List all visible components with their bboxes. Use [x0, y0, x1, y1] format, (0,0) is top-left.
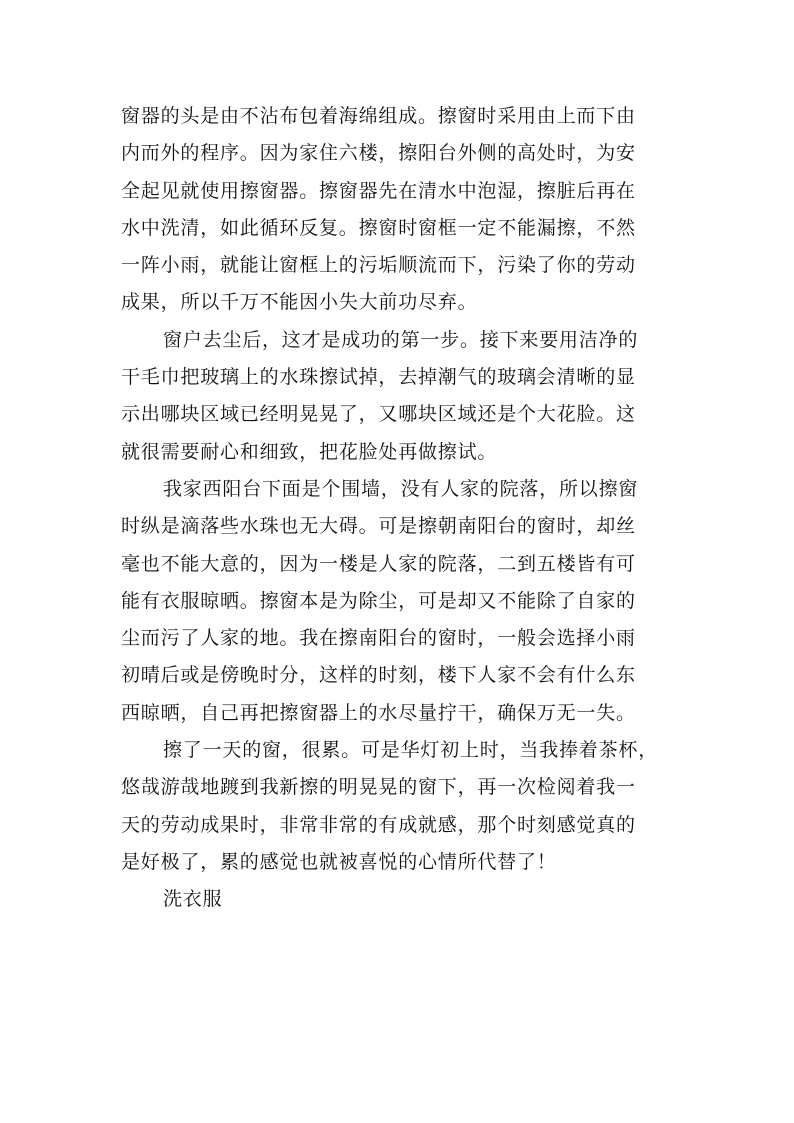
text-line: 水中洗清，如此循环反复。擦窗时窗框一定不能漏擦，不然: [121, 216, 636, 239]
text-line: 全起见就使用擦窗器。擦窗器先在清水中泡湿，擦脏后再在: [121, 179, 636, 202]
text-line: 能有衣服晾晒。擦窗本是为除尘，可是却又不能除了自家的: [121, 589, 636, 612]
text-line: 是好极了，累的感觉也就被喜悦的心情所代替了！: [121, 850, 557, 873]
text-line: 窗器的头是由不沾布包着海绵组成。擦窗时采用由上而下由: [121, 105, 636, 127]
text-line: 毫也不能大意的，因为一楼是人家的院落，二到五楼皆有可: [121, 552, 636, 575]
text-line: 成果，所以千万不能因小失大前功尽弃。: [121, 291, 478, 314]
paragraph-start-line: 我家西阳台下面是个围墙，没有人家的院落，所以擦窗: [163, 477, 639, 500]
text-line: 示出哪块区域已经明晃晃了，又哪块区域还是个大花脸。这: [121, 403, 636, 426]
paragraph-start-line: 擦了一天的窗，很累。可是华灯初上时，当我捧着茶杯，: [163, 739, 659, 762]
text-line: 内而外的程序。因为家住六楼，擦阳台外侧的高处时，为安: [121, 142, 636, 165]
text-line: 悠哉游哉地踱到我新擦的明晃晃的窗下，再一次检阅着我一: [121, 776, 636, 799]
text-line: 初晴后或是傍晚时分，这样的时刻，楼下人家不会有什么东: [121, 664, 636, 687]
text-line: 西晾晒，自己再把擦窗器上的水尽量拧干，确保万无一失。: [121, 701, 636, 724]
paragraph-start-line: 窗户去尘后，这才是成功的第一步。接下来要用洁净的: [163, 328, 639, 351]
text-line: 时纵是滴落些水珠也无大碍。可是擦朝南阳台的窗时，却丝: [121, 515, 636, 538]
text-line: 干毛巾把玻璃上的水珠擦试掉，去掉潮气的玻璃会清晰的显: [121, 366, 636, 389]
text-line: 天的劳动成果时，非常非常的有成就感，那个时刻感觉真的: [121, 813, 636, 836]
text-line: 就很需要耐心和细致，把花脸处再做擦试。: [121, 440, 498, 463]
section-heading: 洗衣服: [163, 888, 223, 911]
text-line: 尘而污了人家的地。我在擦南阳台的窗时，一般会选择小雨: [121, 627, 636, 650]
article-body: [121, 98, 691, 919]
text-line: 一阵小雨，就能让窗框上的污垢顺流而下，污染了你的劳动: [121, 254, 636, 277]
